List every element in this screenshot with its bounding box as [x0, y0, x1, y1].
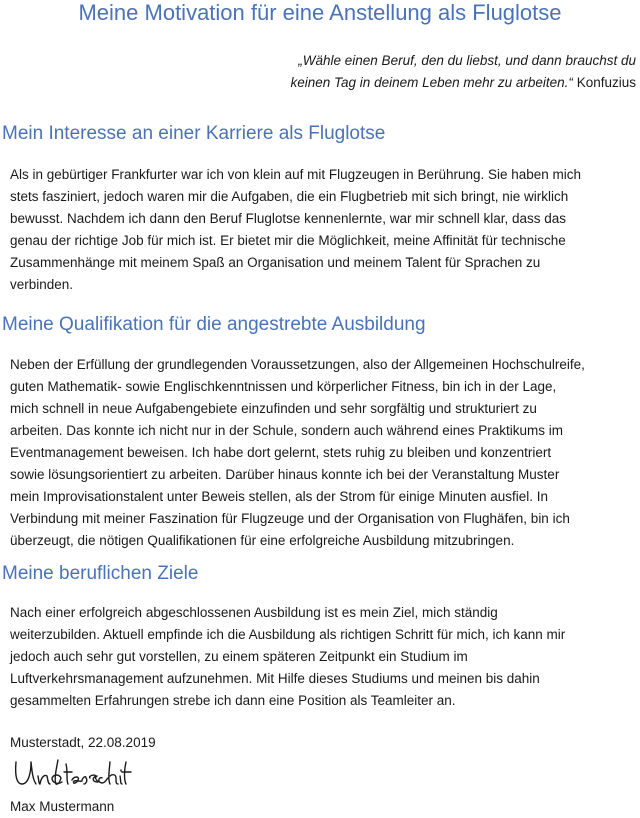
- section-body-interest: [10, 164, 632, 296]
- body-line: bewusst. Nachdem ich dann den Beruf Fluglotse kennenlernte, war mir schnell klar, dass das: [10, 211, 567, 226]
- motto-quote: [250, 50, 636, 94]
- body-line: Eventmanagement beweisen. Ich habe dort gelernt, stets ruhig zu bleiben und konzentriert: [10, 445, 552, 460]
- quote-line-2: [250, 72, 636, 94]
- body-line: überzeugt, die nötigen Qualifikationen für eine erfolgreiche Ausbildung mitzubringen.: [10, 533, 515, 548]
- body-line: stets fasziniert, jedoch waren mir die Aufgaben, die ein Flugbetrieb mit sich bringt, nie wirklich: [10, 189, 569, 204]
- body-line: mein Improvisationstalent unter Beweis stellen, als der Strom für einige Minuten ausfiel. In: [10, 489, 549, 504]
- quote-line-1: „Wähle einen Beruf, den du liebst, und dann brauchst du: [298, 53, 636, 68]
- body-line: Zusammenhänge mit meinem Spaß an Organisation und meinem Talent für Sprachen zu: [10, 255, 541, 270]
- place-and-date: Musterstadt, 22.08.2019: [10, 735, 156, 750]
- body-line: arbeiten. Das konnte ich nicht nur in der Schule, sondern auch während eines Praktikums im: [10, 423, 564, 438]
- body-line: sowie lösungsorientiert zu arbeiten. Darüber hinaus konnte ich bei der Veranstaltung Muster: [10, 467, 560, 482]
- section-heading-qualification: Meine Qualifikation für die angestrebte Ausbildung: [2, 314, 426, 335]
- quote-author: Konfuzius: [576, 75, 636, 90]
- body-line: gesammelten Erfahrungen strebe ich dann eine Position als Teamleiter an.: [10, 693, 456, 708]
- signatory-name: Max Mustermann: [10, 799, 115, 814]
- body-line: guten Mathematik- sowie Englischkenntnissen und körperlicher Fitness, bin ich in der Lage,: [10, 379, 557, 394]
- document-title: Meine Motivation für eine Anstellung als Fluglotse: [78, 0, 562, 25]
- body-line: Neben der Erfüllung der grundlegenden Voraussetzungen, also der Allgemeinen Hochschulreife,: [10, 357, 585, 372]
- body-line: Als in gebürtiger Frankfurter war ich von klein auf mit Flugzeugen in Berührung. Sie haben mich: [10, 167, 582, 182]
- body-line: mich schnell in neue Aufgabengebiete einzufinden und sehr sorgfältig und strukturiert zu: [10, 401, 537, 416]
- section-body-qualification: [10, 354, 632, 552]
- body-line: genau der richtige Job für mich ist. Er bietet mir die Möglichkeit, meine Affinität für technische: [10, 233, 566, 248]
- handwritten-signature: [12, 754, 132, 794]
- section-heading-goals: Meine beruflichen Ziele: [2, 563, 199, 584]
- body-line: Nach einer erfolgreich abgeschlossenen Ausbildung ist es mein Ziel, mich ständig: [10, 605, 498, 620]
- section-heading-interest: Mein Interesse an einer Karriere als Fluglotse: [2, 123, 386, 144]
- body-line: weiterzubilden. Aktuell empfinde ich die Ausbildung als richtigen Schritt für mich, ich kann mir: [10, 627, 566, 642]
- body-line: verbinden.: [10, 277, 74, 292]
- body-line: Luftverkehrsmanagement aufzunehmen. Mit Hilfe dieses Studiums und meinen bis dahin: [10, 671, 540, 686]
- body-line: jedoch auch sehr gut vorstellen, zu einem späteren Zeitpunkt ein Studium im: [10, 649, 468, 664]
- quote-line-2-text: keinen Tag in deinem Leben mehr zu arbeiten.“: [290, 75, 573, 90]
- section-body-goals: [10, 602, 632, 712]
- body-line: Verbindung mit meiner Faszination für Flugzeuge und der Organisation von Flughäfen, bin ich: [10, 511, 570, 526]
